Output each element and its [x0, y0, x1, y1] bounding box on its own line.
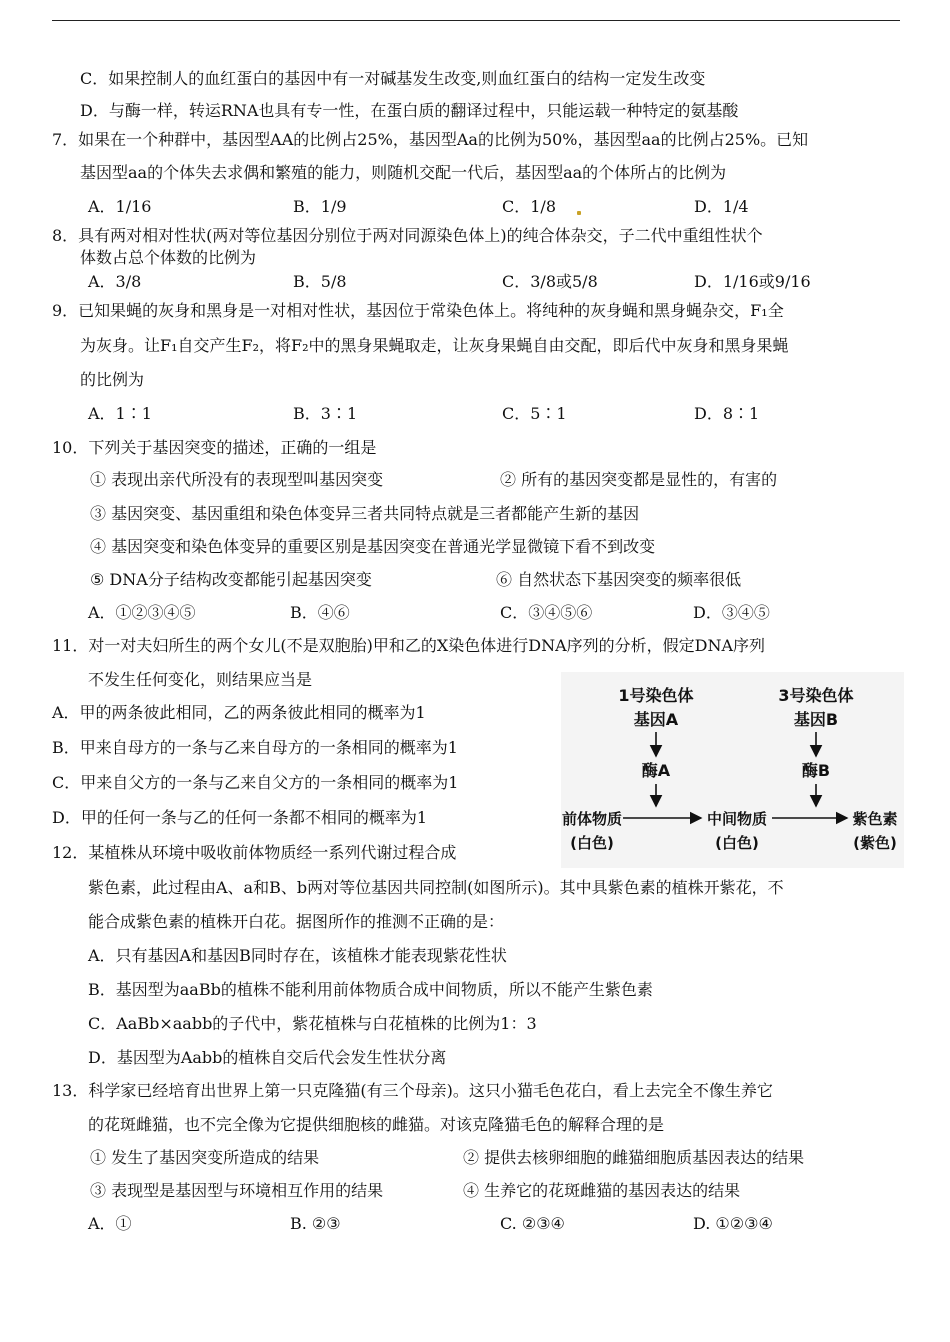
pigment-color-label: (紫色): [853, 834, 897, 852]
q12-option-d: D．基因型为Aabb的植株自交后代会发生性状分离: [88, 1048, 447, 1067]
q13-statement-2: ② 提供去核卵细胞的雌猫细胞质基因表达的结果: [463, 1148, 805, 1167]
q13-stem-line2: 的花斑雌猫，也不完全像为它提供细胞核的雌猫。对该克隆猫毛色的解释合理的是: [88, 1115, 665, 1134]
q8-option-b: B．5/8: [293, 272, 347, 291]
q11-stem-line1: 11．对一对夫妇所生的两个女儿(不是双胞胎)甲和乙的X染色体进行DNA序列的分析，假定DNA序列: [52, 636, 766, 655]
q12-stem-line1: 12．某植株从环境中吸收前体物质经一系列代谢过程合成: [52, 843, 457, 862]
q9-option-d: D．8∶1: [694, 404, 760, 423]
q8-option-a: A．3/8: [88, 272, 142, 291]
q12-option-c: C．AaBb×aabb的子代中，紫花植株与白花植株的比例为1：3: [88, 1014, 537, 1033]
q8-option-d: D．1/16或9/16: [694, 272, 811, 291]
q10-option-a: A．①②③④⑤: [88, 603, 196, 622]
q7-option-a: A．1/16: [88, 197, 152, 216]
gene-b-label: 基因B: [793, 710, 839, 729]
chromosome-3-label: 3号染色体: [778, 686, 854, 705]
pathway-svg: [561, 672, 904, 868]
header-rule: [52, 20, 900, 21]
intermediate-label: 中间物质: [706, 810, 768, 828]
q13-statement-1: ① 发生了基因突变所造成的结果: [90, 1148, 320, 1167]
q13-stem-line1: 13．科学家已经培育出世界上第一只克隆猫(有三个母亲)。这只小猫毛色花白，看上去完全不像生养它: [52, 1081, 773, 1100]
q12-stem-line3: 能合成紫色素的植株开白花。据图所作的推测不正确的是：: [88, 912, 505, 931]
intermediate-color-label: (白色): [715, 834, 759, 852]
q10-statement-4: ④ 基因突变和染色体变异的重要区别是基因突变在普通光学显微镜下看不到改变: [90, 537, 656, 556]
q9-option-c: C．5∶1: [502, 404, 567, 423]
q6-option-c: C．如果控制人的血红蛋白的基因中有一对碱基发生改变,则血红蛋白的结构一定发生改变: [80, 69, 706, 88]
pathway-diagram: [561, 672, 904, 868]
q12-option-a: A．只有基因A和基因B同时存在，该植株才能表现紫花性状: [88, 946, 507, 965]
q7-stem-line1: 7．如果在一个种群中，基因型AA的比例占25%，基因型Aa的比例为50%，基因型aa的比例占25%。已知: [52, 130, 809, 149]
q9-option-b: B．3∶1: [293, 404, 358, 423]
q10-statement-6: ⑥ 自然状态下基因突变的频率很低: [496, 570, 742, 589]
q10-option-c: C．③④⑤⑥: [500, 603, 593, 622]
chromosome-1-label: 1号染色体: [618, 686, 694, 705]
q6-option-d: D．与酶一样，转运RNA也具有专一性，在蛋白质的翻译过程中，只能运载一种特定的氨基酸: [80, 101, 739, 120]
q10-statement-2: ② 所有的基因突变都是显性的，有害的: [500, 470, 778, 489]
q9-stem-line1: 9．已知果蝇的灰身和黑身是一对相对性状，基因位于常染色体上。将纯种的灰身蝇和黑身蝇杂交，F₁全: [52, 301, 784, 320]
q8-stem-line2: 体数占总个体数的比例为: [80, 248, 257, 267]
precursor-label: 前体物质: [561, 810, 623, 828]
q10-statement-1: ① 表现出亲代所没有的表现型叫基因突变: [90, 470, 384, 489]
q11-option-a: A．甲的两条彼此相同，乙的两条彼此相同的概率为1: [52, 703, 426, 722]
q10-statement-5: ⑤ DNA分子结构改变都能引起基因突变: [90, 570, 372, 589]
q7-option-d: D．1/4: [694, 197, 749, 216]
q12-stem-line2: 紫色素，此过程由A、a和B、b两对等位基因共同控制(如图所示)。其中具紫色素的植株开紫花，不: [88, 878, 784, 897]
q13-option-b: B. ②③: [290, 1214, 341, 1233]
q9-stem-line2: 为灰身。让F₁自交产生F₂，将F₂中的黑身果蝇取走，让灰身果蝇自由交配，即后代中灰身和黑身果蝇: [80, 336, 789, 355]
q12-option-b: B．基因型为aaBb的植株不能利用前体物质合成中间物质，所以不能产生紫色素: [88, 980, 653, 999]
q9-stem-line3: 的比例为: [80, 370, 145, 389]
q11-option-d: D．甲的任何一条与乙的任何一条都不相同的概率为1: [52, 808, 428, 827]
stray-mark: [577, 211, 581, 215]
q10-option-b: B．④⑥: [290, 603, 350, 622]
q9-option-a: A．1∶1: [88, 404, 152, 423]
enzyme-b-label: 酶B: [801, 761, 831, 780]
q10-option-d: D．③④⑤: [693, 603, 770, 622]
gene-a-label: 基因A: [633, 710, 679, 729]
q13-option-c: C. ②③④: [500, 1214, 565, 1233]
q13-option-d: D. ①②③④: [693, 1214, 773, 1233]
q7-option-b: B．1/9: [293, 197, 347, 216]
q13-statement-3: ③ 表现型是基因型与环境相互作用的结果: [90, 1181, 384, 1200]
pigment-label: 紫色素: [852, 810, 898, 828]
q7-stem-line2: 基因型aa的个体失去求偶和繁殖的能力，则随机交配一代后，基因型aa的个体所占的比例为: [80, 163, 727, 182]
q13-statement-4: ④ 生养它的花斑雌猫的基因表达的结果: [463, 1181, 741, 1200]
q10-statement-3: ③ 基因突变、基因重组和染色体变异三者共同特点就是三者都能产生新的基因: [90, 504, 640, 523]
q11-option-c: C．甲来自父方的一条与乙来自父方的一条相同的概率为1: [52, 773, 459, 792]
q11-option-b: B．甲来自母方的一条与乙来自母方的一条相同的概率为1: [52, 738, 458, 757]
q8-stem-line1: 8．具有两对相对性状(两对等位基因分别位于两对同源染色体上)的纯合体杂交，子二代中重组性状个: [52, 226, 763, 245]
q7-option-c: C．1/8: [502, 197, 556, 216]
q11-stem-line2: 不发生任何变化，则结果应当是: [88, 670, 313, 689]
q10-stem: 10．下列关于基因突变的描述，正确的一组是: [52, 438, 377, 457]
enzyme-a-label: 酶A: [641, 761, 671, 780]
precursor-color-label: (白色): [570, 834, 614, 852]
q13-option-a: A．①: [88, 1214, 132, 1233]
q8-option-c: C．3/8或5/8: [502, 272, 598, 291]
